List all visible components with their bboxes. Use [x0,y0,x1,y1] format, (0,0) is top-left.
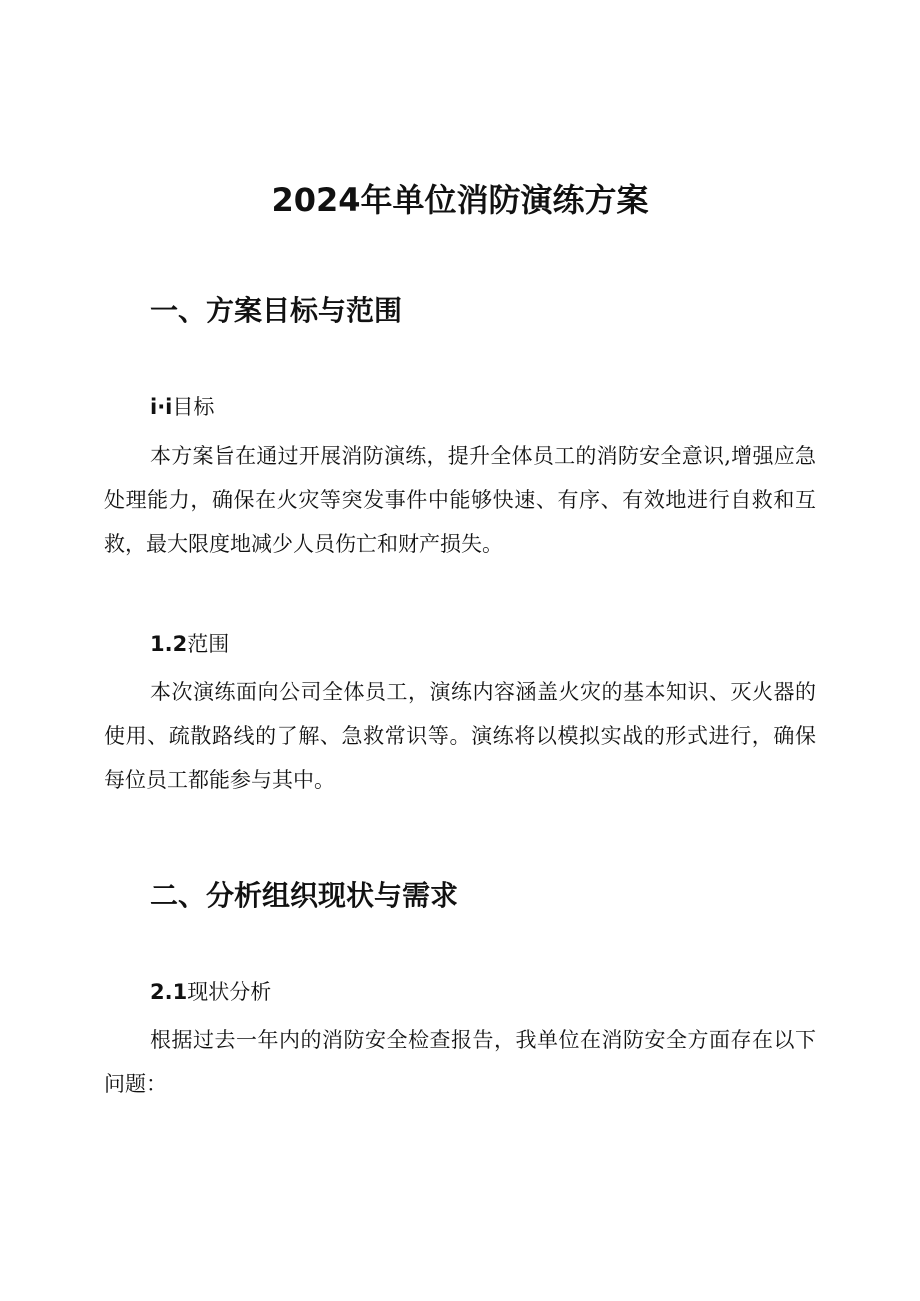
subsection-heading-1-1 [150,392,214,422]
subsection-number: 1.2 [150,632,188,656]
section-heading-1: 一、方案目标与范围 [150,294,403,327]
subsection-label: 范围 [187,632,230,656]
paragraph-goal: 本方案旨在通过开展消防演练，提升全体员工的消防安全意识,增强应急处理能力，确保在火灾等突发事件中能够快速、有序、有效地进行自救和互救，最大限度地减少人员伤亡和财产损失。 [104,444,816,556]
subsection-number: i·i [150,395,173,419]
document-title: 2024年单位消防演练方案 [271,181,649,219]
subsection-heading-2-1 [150,977,271,1007]
subsection-number: 2.1 [150,980,188,1004]
paragraph-status: 根据过去一年内的消防安全检查报告，我单位在消防安全方面存在以下问题： [104,1028,816,1096]
section-heading-2: 二、分析组织现状与需求 [150,879,459,912]
subsection-label: 现状分析 [187,980,272,1004]
subsection-label: 目标 [172,395,215,419]
subsection-heading-1-2 [150,629,229,659]
paragraph-scope: 本次演练面向公司全体员工，演练内容涵盖火灾的基本知识、灭火器的使用、疏散路线的了解、急救常识等。演练将以模拟实战的形式进行，确保每位员工都能参与其中。 [104,680,816,792]
